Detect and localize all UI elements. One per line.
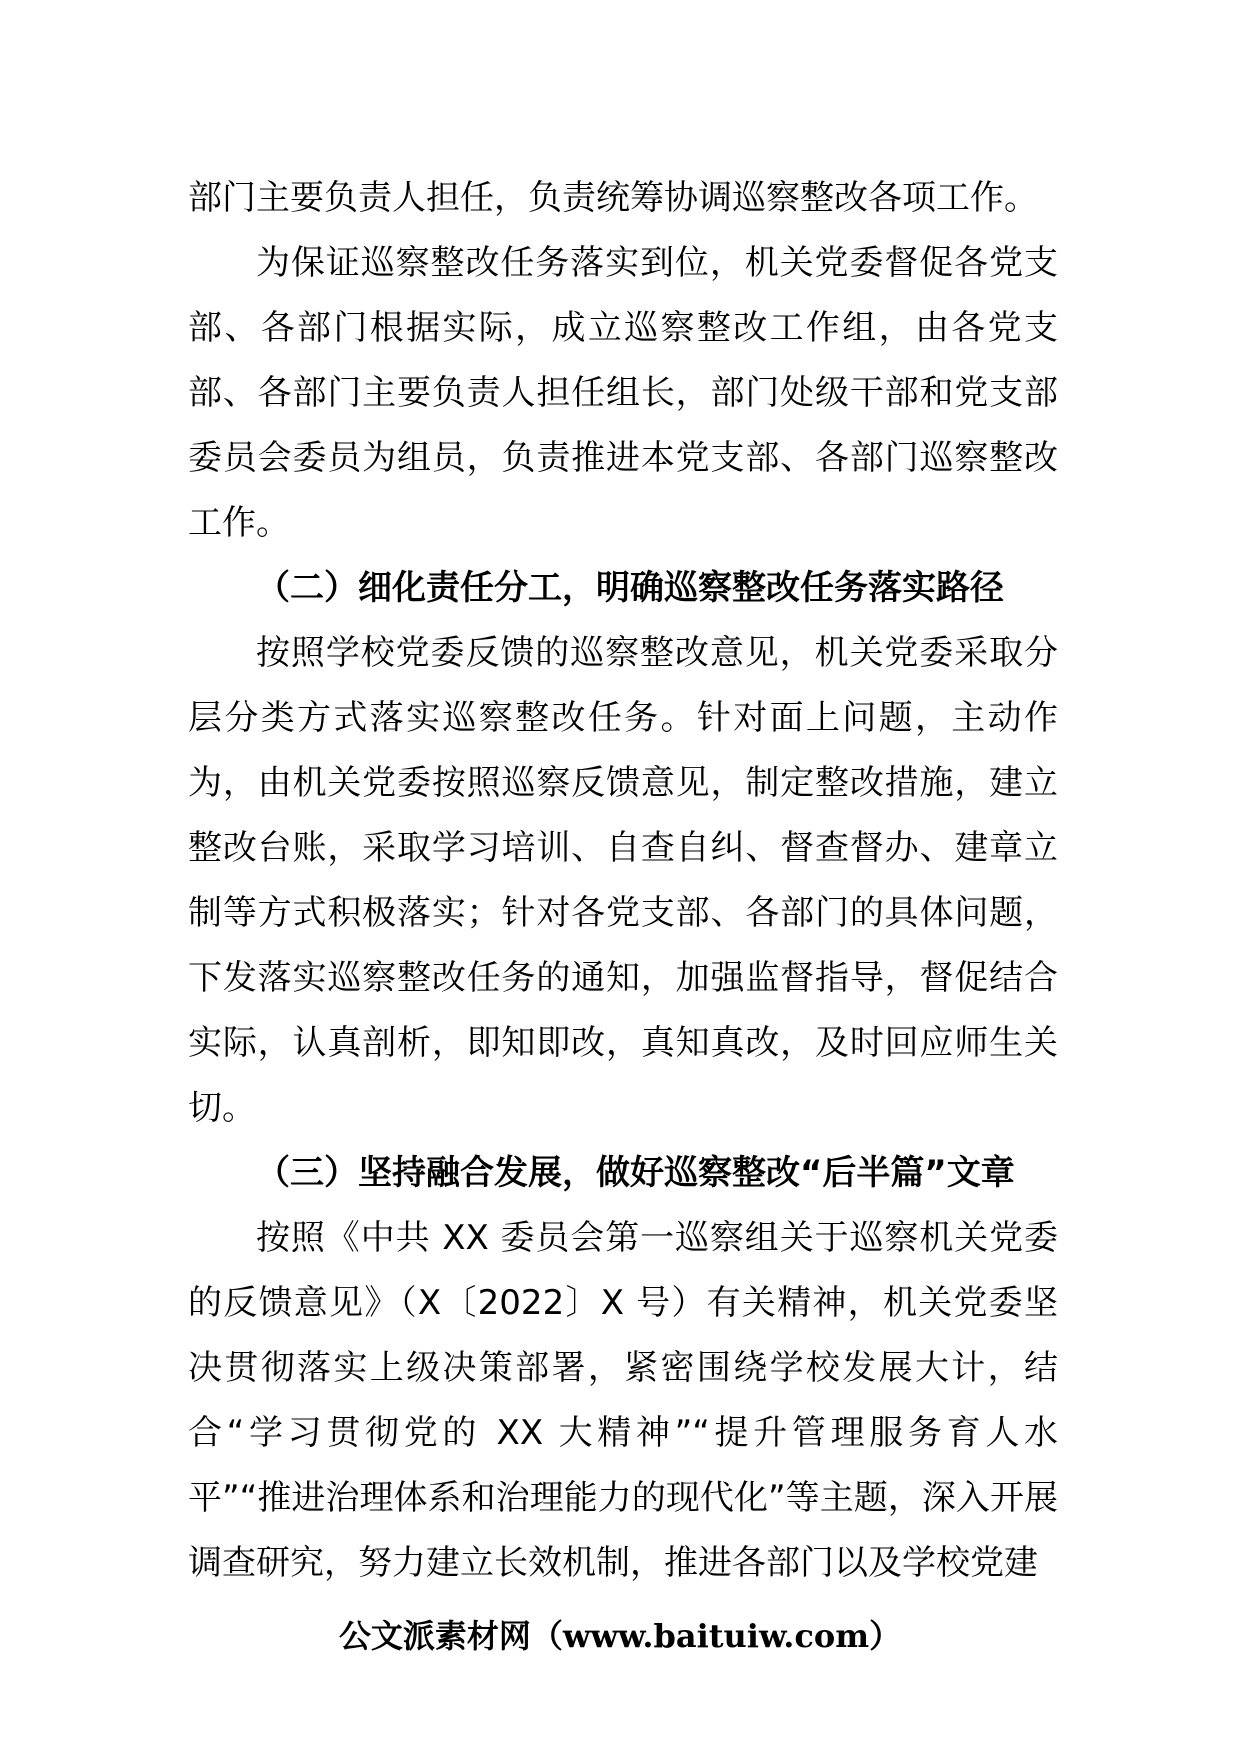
footer-watermark [0, 1610, 1240, 1662]
paragraph-integration: 按照《中共 XX 委员会第一巡察组关于巡察机关党委的反馈意见》（X〔2022〕X 号）有关精神，机关党委坚决贯彻落实上级决策部署，紧密围绕学校发展大计，结合“学习贯彻党的 XX 大精神”“提升管理服务育人水平”“推进治理体系和治理能力的现代化”等主题，深入开展调查研究，努力建立长效机制，推进各部门以及学校党建 [188, 1218, 1058, 1583]
paragraph-working-group: 为保证巡察整改任务落实到位，机关党委督促各党支部、各部门根据实际，成立巡察整改工作组，由各党支部、各部门主要负责人担任组长，部门处级干部和党支部委员会委员为组员，负责推进本党支部、各部门巡察整改工作。 [188, 243, 1058, 543]
footer-url: （www.baituiw.com） [530, 1617, 902, 1655]
paragraph-continuation: 部门主要负责人担任，负责统筹协调巡察整改各项工作。 [188, 178, 1038, 218]
footer-site-name: 公文派素材网 [338, 1617, 531, 1655]
section-heading-2: （二）细化责任分工，明确巡察整改任务落实路径 [256, 568, 1004, 608]
document-body [188, 166, 1058, 1596]
section-heading-3: （三）坚持融合发展，做好巡察整改“后半篇”文章 [256, 1153, 1015, 1193]
paragraph-responsibility: 按照学校党委反馈的巡察整改意见，机关党委采取分层分类方式落实巡察整改任务。针对面上问题，主动作为，由机关党委按照巡察反馈意见，制定整改措施，建立整改台账，采取学习培训、自查自纠、督查督办、建章立制等方式积极落实；针对各党支部、各部门的具体问题，下发落实巡察整改任务的通知，加强监督指导，督促结合实际，认真剖析，即知即改，真知真改，及时回应师生关切。 [188, 633, 1058, 1128]
